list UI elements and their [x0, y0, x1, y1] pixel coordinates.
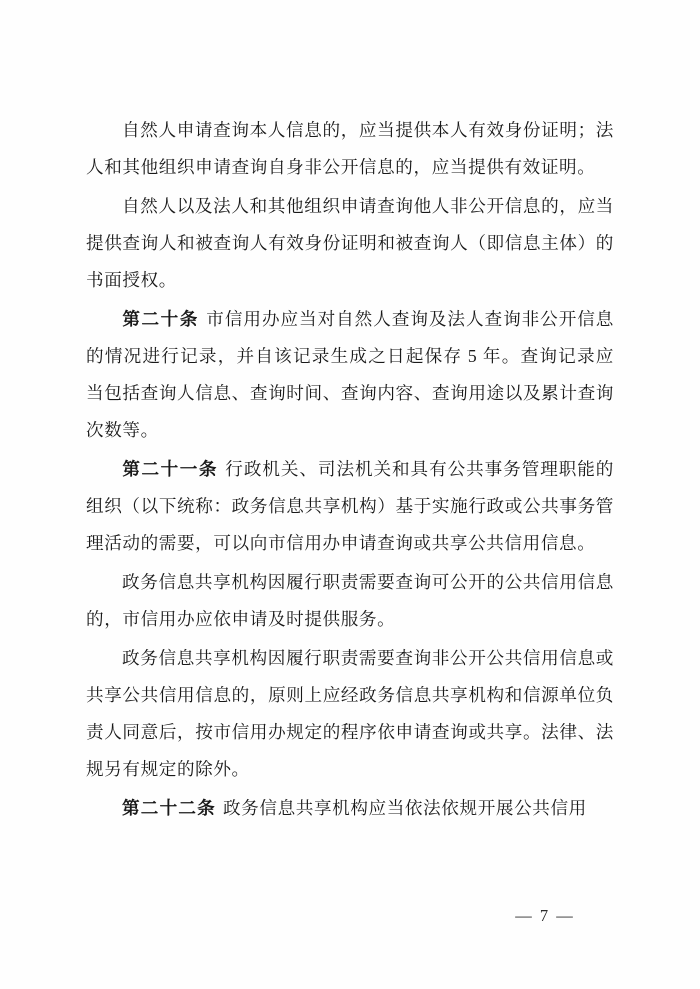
paragraph-text: 自然人以及法人和其他组织申请查询他人非公开信息的，应当提供查询人和被查询人有效身份证明和被查询人（即信息主体）的书面授权。	[86, 196, 614, 290]
paragraph	[86, 112, 614, 186]
paragraph	[86, 790, 614, 827]
paragraph-text: 市信用办应当对自然人查询及法人查询非公开信息的情况进行记录，并自该记录生成之日起保存 5 年。查询记录应当包括查询人信息、查询时间、查询内容、查询用途以及累计查询次数等。	[86, 309, 614, 440]
page-number: — 7 —	[515, 906, 575, 925]
paragraph	[86, 640, 614, 788]
paragraph-text: 政务信息共享机构应当依法依规开展公共信用	[222, 798, 587, 818]
paragraph-text: 政务信息共享机构因履行职责需要查询可公开的公共信用信息的，市信用办应依申请及时提供服务。	[86, 572, 614, 629]
page-footer	[0, 906, 700, 926]
paragraph	[86, 564, 614, 638]
page-body	[86, 112, 614, 829]
paragraph	[86, 301, 614, 449]
paragraph	[86, 188, 614, 299]
article-label: 第二十一条	[122, 459, 218, 479]
paragraph-text: 政务信息共享机构因履行职责需要查询非公开公共信用信息或共享公共信用信息的，原则上应经政务信息共享机构和信源单位负责人同意后，按市信用办规定的程序依申请查询或共享。法律、法规另有规定的除外。	[86, 648, 614, 779]
article-label: 第二十二条	[122, 798, 216, 818]
paragraph	[86, 451, 614, 562]
paragraph-text: 行政机关、司法机关和具有公共事务管理职能的组织（以下统称：政务信息共享机构）基于实施行政或公共事务管理活动的需要，可以向市信用办申请查询或共享公共信用信息。	[86, 459, 614, 553]
paragraph-text: 自然人申请查询本人信息的，应当提供本人有效身份证明；法人和其他组织申请查询自身非公开信息的，应当提供有效证明。	[86, 120, 614, 177]
article-label: 第二十条	[122, 309, 199, 329]
